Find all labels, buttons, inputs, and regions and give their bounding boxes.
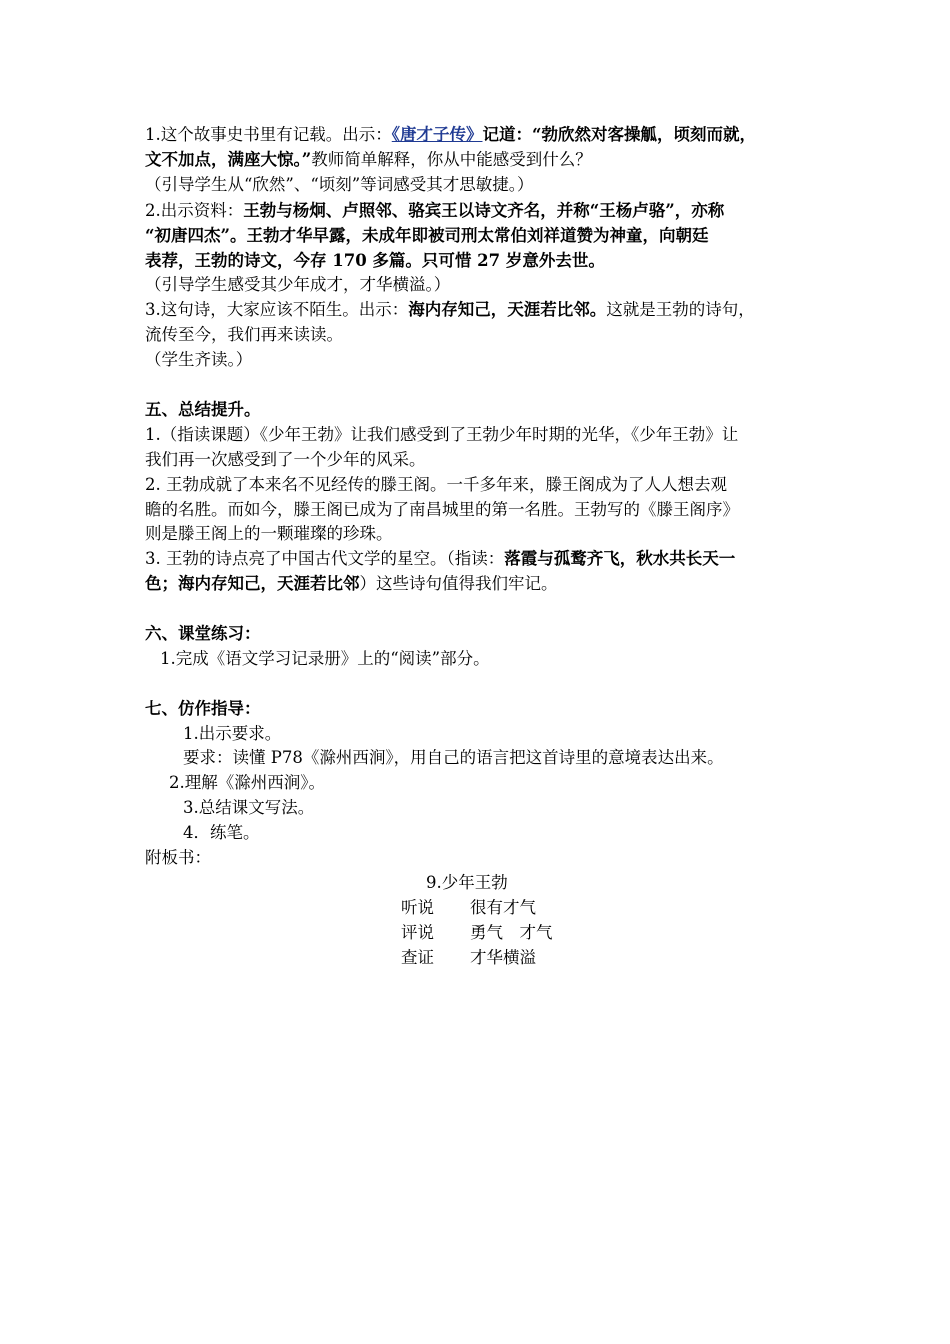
board-title: 9.少年王勃 bbox=[426, 873, 508, 892]
quote-bold: 记道：“勃欣然对客操觚，顷刻而就， bbox=[482, 125, 756, 144]
board-row bbox=[401, 896, 536, 920]
section6-heading: 六、课堂练习： bbox=[145, 624, 261, 643]
s4-line-5: “初唐四杰”。王勃才华早露，未成年即被司刑太常伯刘祥道赞为神童，向朝廷 bbox=[145, 226, 709, 245]
s5-p1-line-1: 1.（指读课题）《少年王勃》让我们感受到了王勃少年时期的光华，《少年王勃》让 bbox=[145, 425, 739, 444]
board-row bbox=[401, 921, 553, 945]
s5-p3-lead: 3. 王勃的诗点亮了中国古代文学的星空。（指读： bbox=[145, 549, 505, 568]
poem-bold-1: 落霞与孤鹜齐飞，秋水共长天一 bbox=[504, 549, 736, 568]
s4-line-1-text: 1.这个故事史书里有记载。出示： bbox=[145, 125, 392, 144]
quote-bold-end: 文不加点，满座大惊。” bbox=[145, 150, 312, 169]
s4-line-8-lead: 3.这句诗，大家应该不陌生。出示： bbox=[145, 300, 409, 319]
s7-requirement: 要求：读懂 P78《滁州西涧》，用自己的语言把这首诗里的意境表达出来。 bbox=[183, 748, 724, 767]
board-row-left: 查证 bbox=[401, 948, 434, 967]
board-row-right: 才华横溢 bbox=[470, 948, 536, 967]
s4-line-10: （学生齐读。） bbox=[145, 350, 253, 369]
material-bold-1: 王勃与杨炯、卢照邻、骆宾王以诗文齐名，并称“王杨卢骆”，亦称 bbox=[243, 201, 725, 220]
board-row bbox=[401, 946, 536, 970]
s5-p3-line-1 bbox=[145, 547, 735, 571]
s4-line-3: （引导学生从“欣然”、“顷刻”等词感受其才思敏捷。） bbox=[145, 175, 534, 194]
section5-heading: 五、总结提升。 bbox=[145, 400, 261, 419]
poem-bold-2: 色；海内存知己，天涯若比邻 bbox=[145, 574, 360, 593]
section7-heading: 七、仿作指导： bbox=[145, 699, 261, 718]
board-label: 附板书： bbox=[145, 848, 211, 867]
s6-item-1: 1.完成《语文学习记录册》上的“阅读”部分。 bbox=[160, 649, 490, 668]
s4-line-4 bbox=[145, 199, 724, 223]
s7-item-4: 4．练笔。 bbox=[183, 823, 260, 842]
s5-p2-line-3: 则是滕王阁上的一颗璀璨的珍珠。 bbox=[145, 524, 393, 543]
s7-item-1: 1.出示要求。 bbox=[183, 724, 282, 743]
s4-line-9: 流传至今，我们再来读读。 bbox=[145, 325, 343, 344]
s5-p3-line-2 bbox=[145, 572, 558, 596]
s4-line-4-lead: 2.出示资料： bbox=[145, 201, 244, 220]
s5-p2-line-2: 瞻的名胜。而如今，滕王阁已成为了南昌城里的第一名胜。王勃写的《滕王阁序》 bbox=[145, 500, 739, 519]
s4-line-6: 表荐，王勃的诗文，今存 170 多篇。只可惜 27 岁意外去世。 bbox=[145, 251, 605, 270]
board-row-left: 听说 bbox=[401, 898, 434, 917]
s4-line-2-text: 教师简单解释，你从中能感受到什么？ bbox=[311, 150, 592, 169]
s4-line-8 bbox=[145, 298, 755, 322]
s4-line-1 bbox=[145, 123, 756, 147]
poem-line-bold: 海内存知己，天涯若比邻。 bbox=[408, 300, 607, 319]
s5-p2-line-1: 2. 王勃成就了本来名不见经传的滕王阁。一千多年来，滕王阁成为了人人想去观 bbox=[145, 475, 727, 494]
s5-p3-tail: ）这些诗句值得我们牢记。 bbox=[359, 574, 558, 593]
s7-item-3: 3.总结课文写法。 bbox=[183, 798, 315, 817]
board-row-left: 评说 bbox=[401, 923, 434, 942]
book-link[interactable]: 《唐才子传》 bbox=[391, 125, 483, 144]
s4-line-2 bbox=[145, 148, 592, 172]
s4-line-7: （引导学生感受其少年成才，才华横溢。） bbox=[145, 275, 451, 294]
s4-line-8-tail: 这就是王勃的诗句， bbox=[606, 300, 755, 319]
board-row-right: 勇气 才气 bbox=[470, 923, 553, 942]
s7-item-2: 2.理解《滁州西涧》。 bbox=[169, 773, 325, 792]
s5-p1-line-2: 我们再一次感受到了一个少年的风采。 bbox=[145, 450, 426, 469]
board-row-right: 很有才气 bbox=[470, 898, 536, 917]
